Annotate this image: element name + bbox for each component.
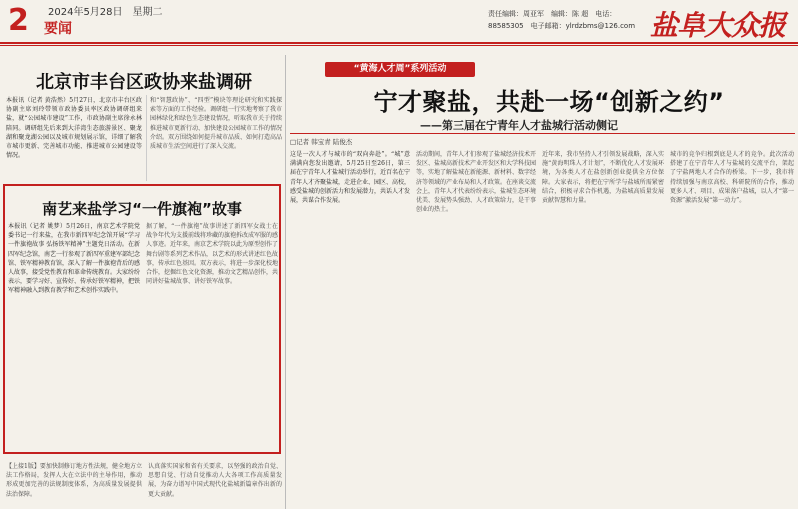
article-fengtai-col2: 和“智慧政协”、“四型”模块等理论研究和实践探索等方面的工作经验。调研组一行实地考察了我市园林绿化和绿色生态建设情况，听取我市关于持续推进城市更新行动、加快建设公园城市工作的情况介绍。双方围绕如何提升城市品质、如何打造高品质城市生活空间进行了深入交流。 bbox=[150, 97, 282, 151]
editor-info: 责任编辑：周亚军 编辑：陈 超 电话：88585305 电子邮箱：ylrdzbms@126.com bbox=[488, 10, 636, 30]
header-rule bbox=[0, 42, 798, 44]
page-column-divider bbox=[285, 55, 286, 509]
publication-date: 2024年5月28日 星期二 bbox=[48, 7, 163, 18]
page-header bbox=[0, 0, 798, 44]
special-byline: □记者 韩宝青 陆俊杰 bbox=[290, 138, 353, 146]
article-continued-col1: 【上接1版】要加快制修订地方性法规，健全地方立法工作格局，发挥人大在立法中的主导作用，推动形成更加完善的法规制度体系，为高质量发展提供法治保障。 bbox=[6, 463, 142, 498]
newspaper-logo: 盐阜大众报 bbox=[650, 9, 786, 42]
special-col4: 城市的竞争归根到底是人才的竞争。此次活动搭建了在宁青年人才与盐城的交流平台，架起了宁盐两地人才合作的桥梁。下一步，我市将持续加强与南京高校、科研院所的合作，推动更多人才、项目、成果落户盐城，以人才“第一资源”激活发展“第一动力”。 bbox=[670, 151, 794, 205]
special-col1: 这是一次人才与城市的“双向奔赴”。“城”意满满向您发出邀请，5月25日至26日，第三届在宁青年人才盐城行活动举行，近百名在宁青年人才齐聚盐城，走进企业、园区、高校，感受盐城的创新活力和发展潜力，共话人才发展，共谋合作发展。 bbox=[290, 151, 410, 205]
article-title-nanyi[interactable]: 南艺来盐学习“一件旗袍”故事 bbox=[42, 200, 242, 218]
article-nanyi-col1: 本报讯（记者 姚梦）5月26日，南京艺术学院党委书记一行来盐，在我市新四军纪念馆开展“学习一件旗袍故事 弘扬铁军精神”主题党日活动。在新四军纪念馆，南艺一行参观了新四军重建军部纪念馆、铁军精神教育馆，深入了解一件旗袍背后的感人故事，接受党性教育和革命传统教育。大家纷纷表示，要学习好、宣传好、传承好铁军精神，把铁军精神融入到教育教学和艺术创作实践中。 bbox=[8, 223, 140, 295]
special-col3: 近年来，我市坚持人才引领发展战略，深入实施“黄海明珠人才计划”，不断优化人才发展环境，为各类人才在盐创新创业提供全方位保障。大家表示，将把在宁所学与盐城所需紧密结合，积极寻求合作机遇，为盐城高质量发展贡献智慧和力量。 bbox=[542, 151, 664, 205]
special-headline[interactable]: 宁才聚盐，共赴一场“创新之约” bbox=[373, 88, 725, 116]
special-col2: 活动期间，青年人才们参观了盐城经济技术开发区、盐城高新技术产业开发区和大学科技园等，实地了解盐城在新能源、新材料、数字经济等领域的产业布局和人才政策。在座谈交流会上，青年人才代表纷纷表示，盐城生态环境优美、发展势头强劲、人才政策给力，是干事创业的热土。 bbox=[416, 151, 536, 214]
special-subtitle: ——第三届在宁青年人才盐城行活动侧记 bbox=[420, 119, 618, 132]
article-fengtai-col1: 本报讯（记者 黄浩然）5月27日，北京市丰台区政协副主席刘玲带领市政协委员率区政协调研组来盐，就“公园城市建设”工作，市政协副主席徐永林陪同。调研组先后来到大洋湾生态旅游景区、聚龙湖和聚龙湖公园以及城市规划展示馆，详细了解我市城市更新、完善城市功能、推进城市公园建设等情况。 bbox=[6, 97, 142, 160]
section-name: 要闻 bbox=[44, 21, 72, 37]
page-number: 2 bbox=[8, 3, 29, 38]
article-title-fengtai[interactable]: 北京市丰台区政协来盐调研 bbox=[36, 72, 252, 93]
special-rule bbox=[290, 133, 795, 134]
header-rule-thin bbox=[0, 45, 798, 46]
article-nanyi-col2: 据了解，“一件旗袍”故事讲述了新四军女战士在战争年代为支援前线将珍藏的旗袍拆改成军服的感人事迹。近年来，南京艺术学院以此为原型创作了舞台剧等系列艺术作品，以艺术的形式讲述红色故事，传承红色基因。双方表示，将进一步深化校地合作，挖掘红色文化资源，推动文艺精品创作，共同讲好盐城故事、讲好铁军故事。 bbox=[146, 223, 278, 286]
column-divider bbox=[146, 95, 147, 181]
article-continued-col2: 认真落实国家和省有关要求，以坚强的政治自觉、思想自觉、行动自觉推动人大各项工作高质量发展，为奋力谱写中国式现代化盐城新篇章作出新的更大贡献。 bbox=[148, 463, 282, 498]
series-banner: “黄海人才周”系列活动 bbox=[325, 62, 475, 77]
